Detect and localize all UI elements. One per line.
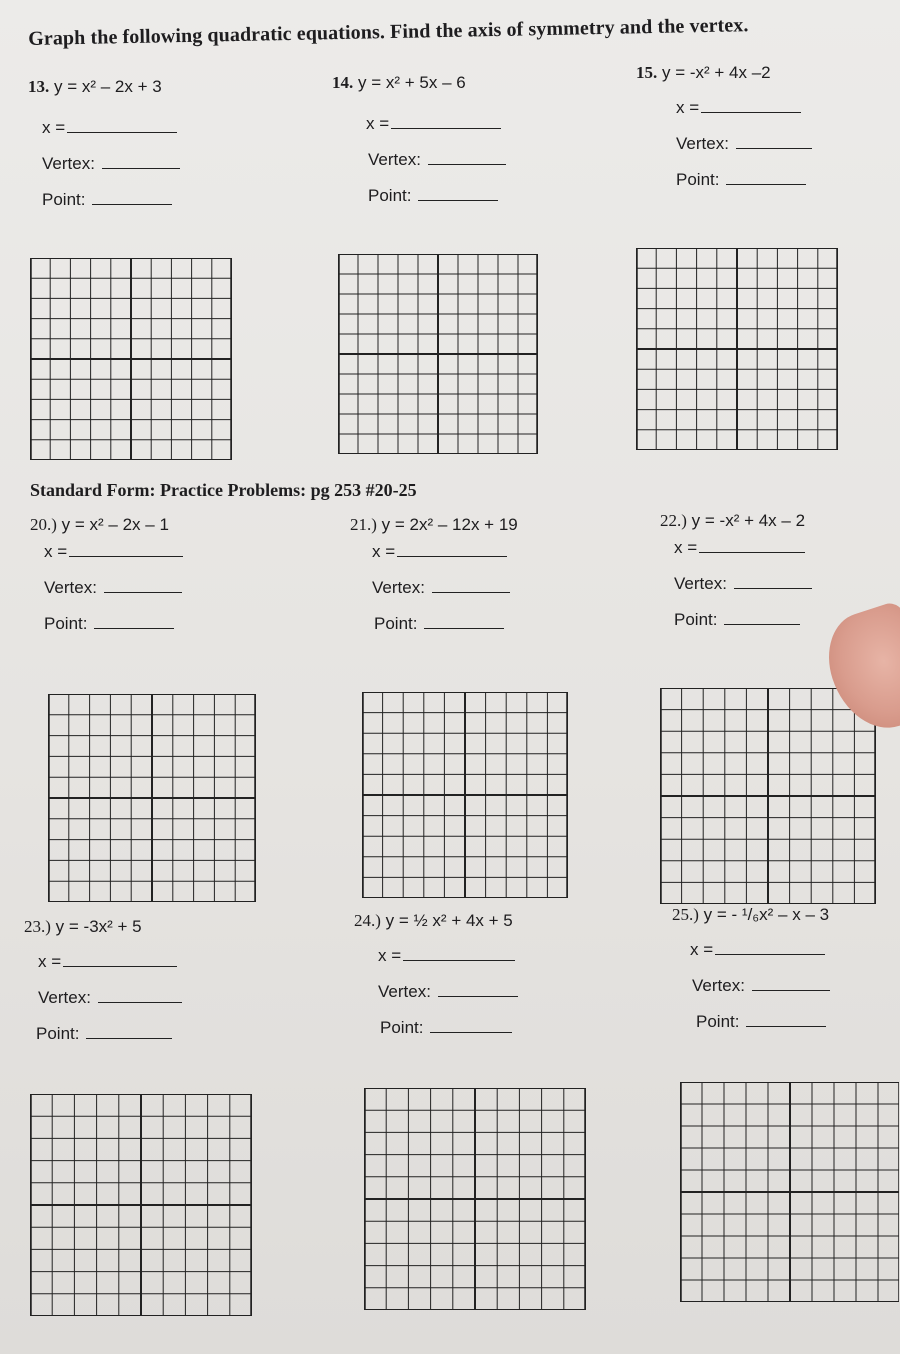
answer-blank[interactable] [736,132,812,149]
graph-grid-25[interactable] [680,1082,899,1302]
grid-lines [636,248,838,450]
answer-blank[interactable] [418,184,498,201]
vertex-field[interactable] [44,570,183,606]
equation-text: y = -3x² + 5 [55,917,142,936]
problem-14 [332,70,506,214]
graph-grid-15[interactable] [636,248,838,450]
answer-blank[interactable] [63,950,177,967]
axis-field[interactable] [676,90,812,126]
equation-text: y = 2x² – 12x + 19 [381,515,518,534]
vertex-field[interactable] [42,146,180,182]
point-label: Point: [36,1024,80,1043]
equation-text: y = x² – 2x – 1 [61,515,169,534]
problem-13 [28,74,180,218]
axis-field[interactable] [674,530,812,566]
grid-lines [30,1094,252,1316]
answer-blank[interactable] [734,572,812,589]
axis-field[interactable] [366,106,506,142]
graph-grid-24[interactable] [364,1088,586,1310]
answer-blank[interactable] [92,188,172,205]
axis-label: x = [38,952,62,971]
equation [332,70,506,96]
equation-text: y = x² + 5x – 6 [357,73,466,92]
answer-blank[interactable] [428,148,506,165]
vertex-field[interactable] [674,566,812,602]
vertex-field[interactable] [372,570,518,606]
vertex-label: Vertex: [44,578,97,597]
problem-20 [30,512,183,642]
axis-label: x = [44,542,68,561]
grid-lines [338,254,538,454]
problem-15 [636,60,812,198]
point-field[interactable] [44,606,183,642]
equation [636,60,812,86]
graph-grid-20[interactable] [48,694,256,902]
vertex-label: Vertex: [692,976,745,995]
vertex-label: Vertex: [368,150,421,169]
vertex-label: Vertex: [674,574,727,593]
axis-label: x = [690,940,714,959]
point-label: Point: [696,1012,740,1031]
grid-lines [30,258,232,460]
answer-blank[interactable] [403,944,515,961]
grid-lines [364,1088,586,1310]
vertex-label: Vertex: [378,982,431,1001]
problem-25 [672,902,830,1040]
graph-grid-21[interactable] [362,692,568,898]
answer-blank[interactable] [699,536,805,553]
axis-field[interactable] [378,938,518,974]
vertex-field[interactable] [38,980,182,1016]
point-field[interactable] [36,1016,182,1052]
answer-blank[interactable] [69,540,183,557]
axis-label: x = [676,98,700,117]
problem-number: 15. [636,63,658,82]
vertex-label: Vertex: [42,154,95,173]
grid-lines [362,692,568,898]
point-field[interactable] [676,162,812,198]
axis-field[interactable] [372,534,518,570]
point-field[interactable] [696,1004,830,1040]
problem-number: 23.) [24,917,51,936]
vertex-label: Vertex: [372,578,425,597]
axis-label: x = [674,538,698,557]
axis-label: x = [366,114,390,133]
answer-blank[interactable] [701,96,801,113]
vertex-field[interactable] [676,126,812,162]
answer-blank[interactable] [98,986,182,1003]
problem-21 [350,512,518,642]
problem-23 [24,914,182,1052]
axis-label: x = [378,946,402,965]
axis-field[interactable] [42,110,180,146]
problem-number: 25.) [672,905,699,924]
point-label: Point: [674,610,718,629]
axis-label: x = [372,542,396,561]
point-label: Point: [380,1018,424,1037]
vertex-label: Vertex: [676,134,729,153]
vertex-label: Vertex: [38,988,91,1007]
vertex-field[interactable] [368,142,506,178]
problem-number: 13. [28,77,50,96]
answer-blank[interactable] [424,612,504,629]
worksheet-title: Graph the following quadratic equations. Find the axis of symmetry and the vertex. [28,14,749,50]
point-field[interactable] [380,1010,518,1046]
answer-blank[interactable] [724,608,800,625]
axis-field[interactable] [38,944,182,980]
point-field[interactable] [42,182,180,218]
answer-blank[interactable] [430,1016,512,1033]
point-label: Point: [374,614,418,633]
equation-text: y = -x² + 4x –2 [661,63,771,82]
answer-blank[interactable] [94,612,174,629]
graph-grid-22[interactable] [660,688,876,904]
answer-blank[interactable] [86,1022,172,1039]
point-field[interactable] [368,178,506,214]
problem-22 [660,508,812,638]
equation-text: y = -x² + 4x – 2 [691,511,806,530]
problem-number: 20.) [30,515,57,534]
problem-24 [354,908,518,1046]
point-label: Point: [368,186,412,205]
point-label: Point: [42,190,86,209]
problem-number: 22.) [660,511,687,530]
point-field[interactable] [674,602,812,638]
equation [354,908,518,934]
section-subtitle: Standard Form: Practice Problems: pg 253 #20-25 [30,480,417,500]
equation-text: y = ½ x² + 4x + 5 [385,911,513,930]
answer-blank[interactable] [397,540,507,557]
vertex-field[interactable] [692,968,830,1004]
answer-blank[interactable] [746,1010,826,1027]
axis-field[interactable] [44,534,183,570]
grid-lines [660,688,876,904]
equation-text: y = - ¹/₆x² – x – 3 [703,905,830,924]
graph-grid-23[interactable] [30,1094,252,1316]
answer-blank[interactable] [752,974,830,991]
point-label: Point: [676,170,720,189]
axis-label: x = [42,118,66,137]
grid-lines [48,694,256,902]
point-field[interactable] [374,606,518,642]
answer-blank[interactable] [102,152,180,169]
axis-field[interactable] [690,932,830,968]
problem-number: 21.) [350,515,377,534]
graph-grid-13[interactable] [30,258,232,460]
problem-number: 24.) [354,911,381,930]
answer-blank[interactable] [438,980,518,997]
answer-blank[interactable] [715,938,825,955]
grid-lines [680,1082,899,1302]
equation [24,914,182,940]
problem-number: 14. [332,73,354,92]
equation [672,902,830,928]
answer-blank[interactable] [104,576,182,593]
graph-grid-14[interactable] [338,254,538,454]
answer-blank[interactable] [726,168,806,185]
point-label: Point: [44,614,88,633]
vertex-field[interactable] [378,974,518,1010]
answer-blank[interactable] [391,112,501,129]
answer-blank[interactable] [432,576,510,593]
equation-text: y = x² – 2x + 3 [53,77,162,96]
answer-blank[interactable] [67,116,177,133]
equation [28,74,180,100]
